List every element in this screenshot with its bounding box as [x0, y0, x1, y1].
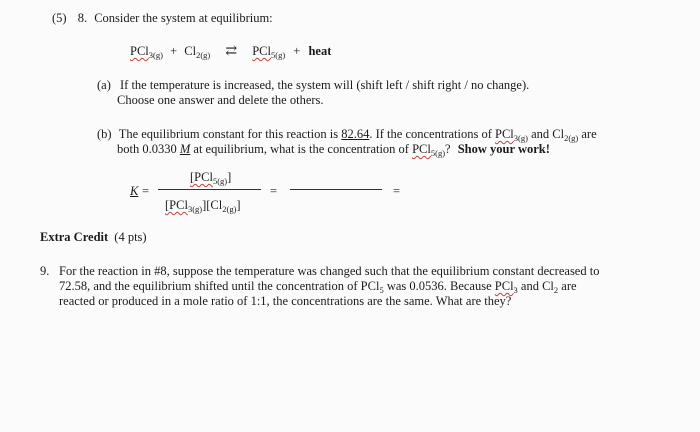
answer-blank[interactable]: [290, 189, 382, 190]
k-value: 82.64: [341, 127, 370, 141]
question-9-line1: For the reaction in #8, suppose the temperature was changed such that the equilibrium constant decreased to: [59, 264, 600, 278]
pcl5-term: PCl$_{5(g)}$: [412, 142, 446, 158]
heat-term: heat: [308, 44, 332, 58]
part-b-label: (b): [97, 127, 112, 141]
k-symbol: K: [130, 184, 139, 198]
equals-sign-2: =: [270, 184, 278, 198]
extra-credit-title: Extra Credit: [40, 230, 109, 244]
part-a-instruction: Choose one answer and delete the others.: [117, 93, 324, 107]
part-a-label: (a): [97, 78, 111, 92]
plus-sign: +: [170, 44, 178, 58]
fraction-numerator: [PCl$_{5(g)}$]: [190, 170, 232, 186]
question-number: 8.: [77, 11, 88, 25]
fraction-bar: [158, 189, 261, 190]
question-9-line2: 72.58, and the equilibrium shifted until the concentration of PCl$_5$ was 0.0536. Because PCl$_3$ and $Cl_2$ are: [59, 279, 577, 295]
extra-credit-points: (4 pts): [114, 230, 147, 244]
show-work-instruction: Show your work!: [457, 142, 550, 156]
part-b-line2: both 0.0330 M at equilibrium, what is the concentration of PCl$_{5(g)}$? Show your work!: [117, 142, 550, 158]
part-b-line1: (b) The equilibrium constant for this reaction is 82.64. If the concentrations of PCl$_{3(g)}$ and $Cl_{2(g)}$ are: [97, 127, 597, 143]
fraction-denominator: $[PCl_{3(g)}][Cl_{2(g)}]$: [165, 198, 241, 214]
product-pcl5: PCl$_{5(g)}$: [252, 44, 286, 60]
question-9-line3: reacted or produced in a mole ratio of 1:1, the concentrations are the same. What are they?: [59, 294, 512, 308]
extra-credit-heading: [40, 230, 147, 244]
molarity-unit: M: [179, 142, 191, 156]
part-a-question: If the temperature is increased, the system will (shift left / shift right / no change).: [120, 78, 530, 92]
equilibrium-equation: [130, 44, 331, 59]
plus-sign-2: +: [293, 44, 301, 58]
question-prompt: Consider the system at equilibrium:: [94, 11, 273, 25]
equals-sign: =: [142, 184, 150, 198]
question-9-number: 9.: [40, 264, 50, 278]
pcl3-term: PCl$_{3(g)}$: [495, 127, 528, 143]
reactant-cl2: $Cl_{2(g)}$: [184, 44, 211, 60]
question-header: [52, 11, 273, 25]
part-a: [97, 78, 529, 92]
equals-sign-3: =: [393, 184, 401, 198]
equilibrium-arrow-icon: ⇄: [225, 44, 238, 59]
cl2-term: $Cl_{2(g)}$: [552, 127, 579, 143]
points-label: (5): [52, 11, 67, 25]
reactant-pcl3: PCl$_{3(g)}$: [130, 44, 163, 60]
